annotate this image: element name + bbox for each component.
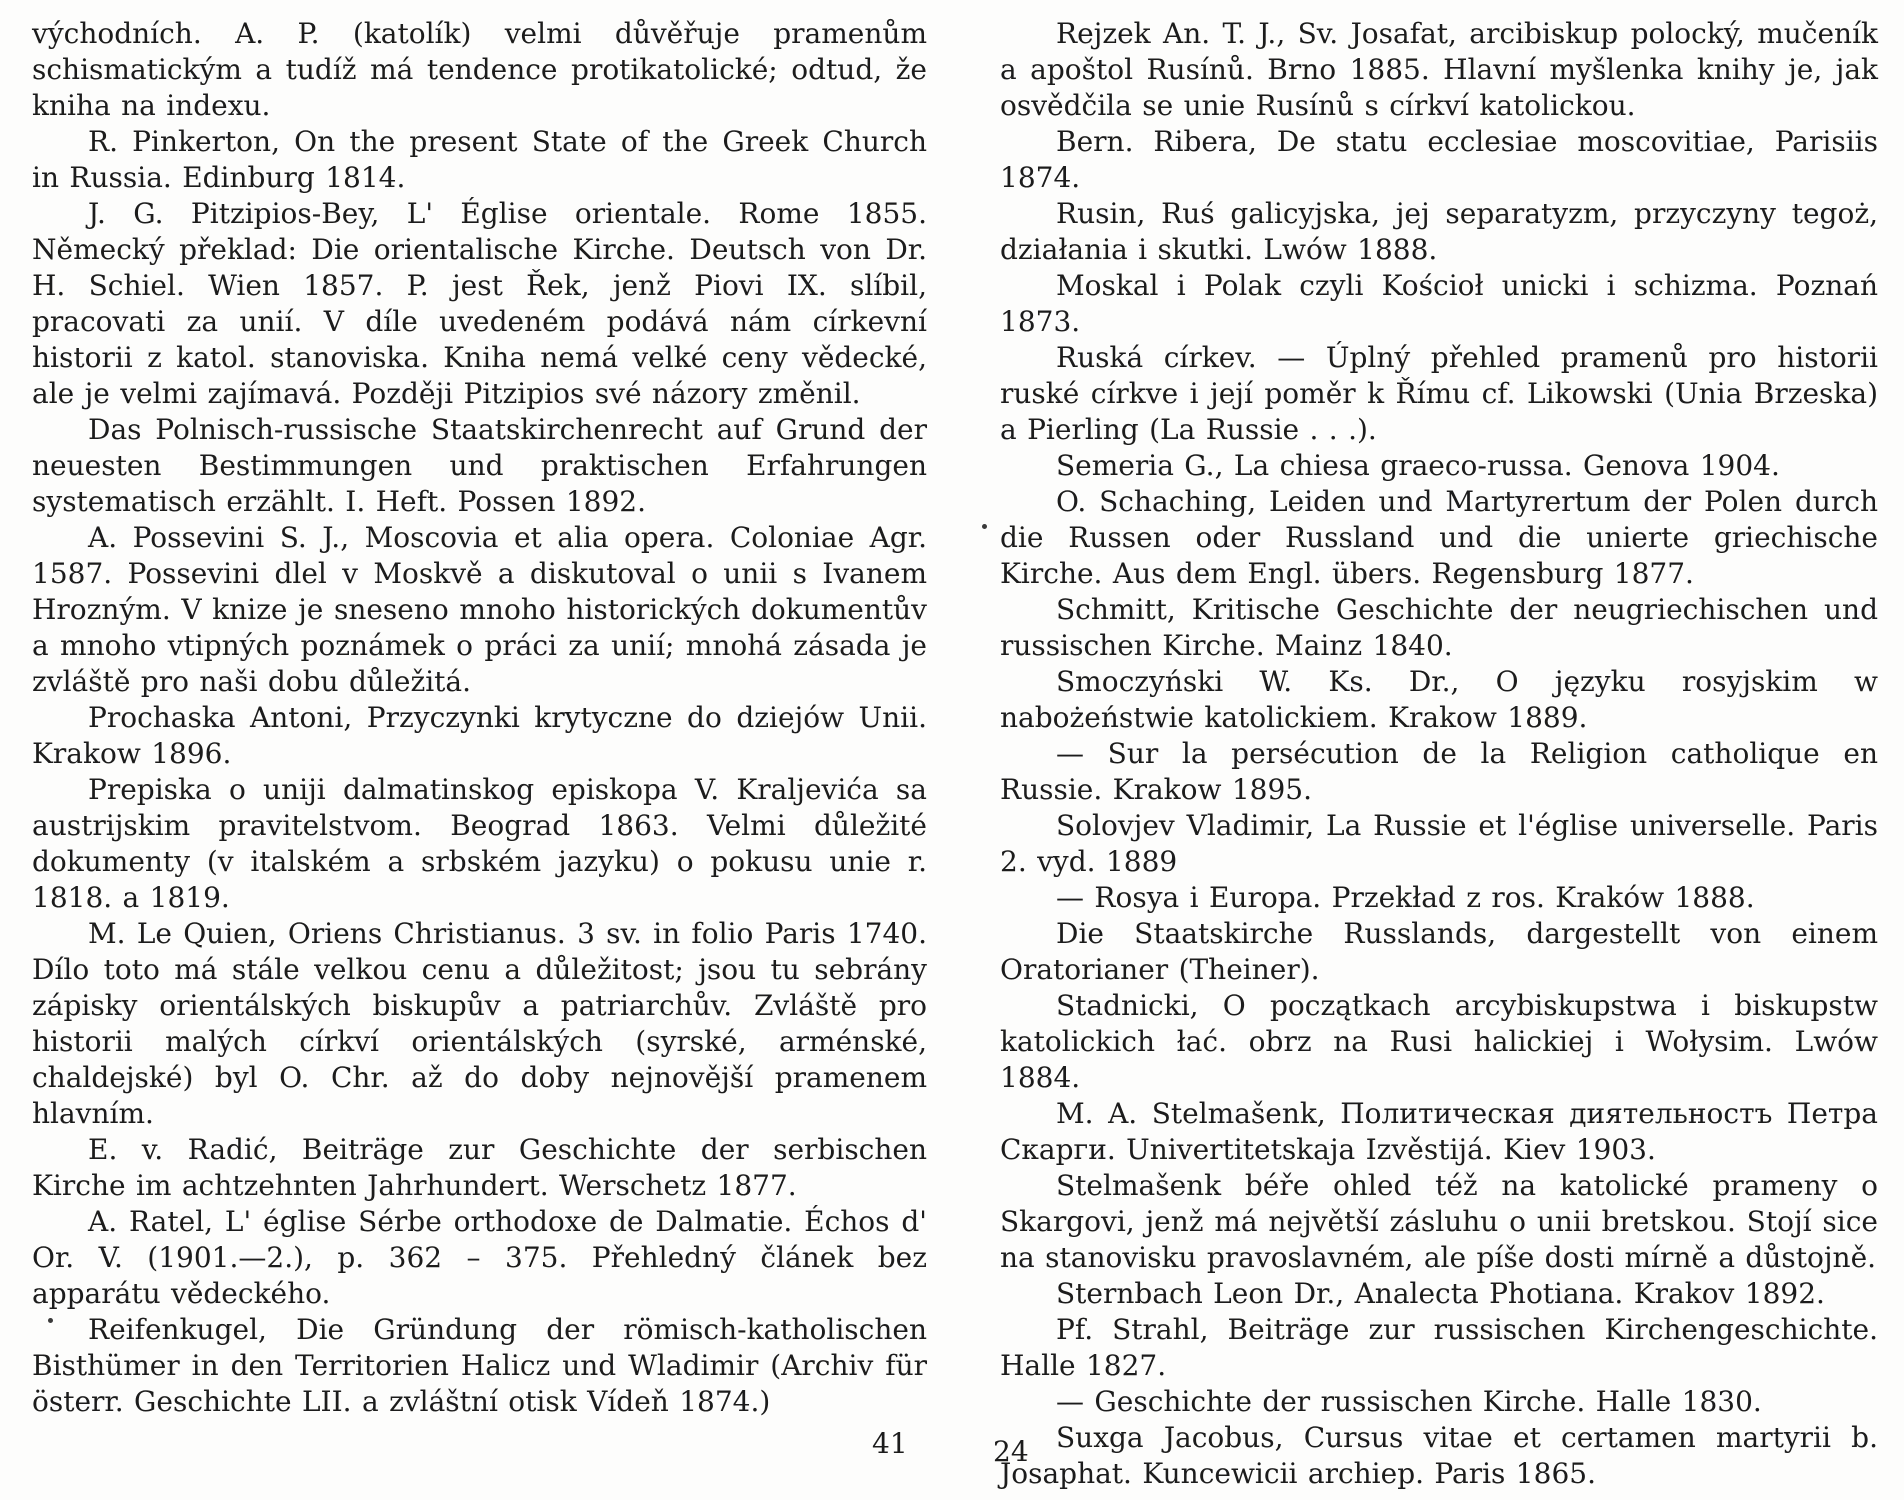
bibliography-entry: Ruská církev. — Úplný přehled pramenů pro historii ruské církve i její poměr k Římu cf. Likowski (Unia Brzeska) a Pierling (La Russie . . .). [1000, 341, 1878, 446]
bibliography-entry: A. Ratel, L' église Sérbe orthodoxe de Dalmatie. Échos d' Or. V. (1901.—2.), p. 362 – 375. Přehledný článek bez apparátu vědeckého. [32, 1205, 927, 1310]
bibliography-entry: Stelmašenk béře ohled též na katolické prameny o Skargovi, jenž má největší zásluhu o unii bretskou. Stojí sice na stanovisku pravoslavném, ale píše dosti mírně a důstojně. [1000, 1169, 1878, 1274]
bibliography-entry: — Sur la persécution de la Religion catholique en Russie. Krakow 1895. [1000, 737, 1878, 806]
bibliography-entry: Die Staatskirche Russlands, dargestellt von einem Oratorianer (Theiner). [1000, 917, 1878, 986]
scan-speck [982, 524, 987, 529]
bibliography-entry: — Geschichte der russischen Kirche. Halle 1830. [1056, 1385, 1762, 1418]
bibliography-entry: O. Schaching, Leiden und Martyrertum der Polen durch die Russen oder Russland und die unierte griechische Kirche. Aus dem Engl. übers. Regensburg 1877. [1000, 485, 1878, 590]
bibliography-entry: Rusin, Ruś galicyjska, jej separatyzm, przyczyny tegoż, działania i skutki. Lwów 1888. [1000, 197, 1878, 266]
bibliography-entry: Moskal i Polak czyli Kościoł unicki i schizma. Poznań 1873. [1000, 269, 1878, 338]
bibliography-entry: Pf. Strahl, Beiträge zur russischen Kirchengeschichte. Halle 1827. [1000, 1313, 1878, 1382]
scan-speck [48, 1318, 53, 1323]
bibliography-entry: Semeria G., La chiesa graeco-russa. Genova 1904. [1056, 449, 1780, 482]
bibliography-entry: Sternbach Leon Dr., Analecta Photiana. Krakov 1892. [1056, 1277, 1825, 1310]
bibliography-entry: Rejzek An. T. J., Sv. Josafat, arcibiskup polocký, mučeník a apoštol Rusínů. Brno 1885. Hlavní myšlenka knihy je, jak osvědčila se unie Rusínů s církví katolickou. [1000, 17, 1878, 122]
bibliography-entry: Schmitt, Kritische Geschichte der neugriechischen und russischen Kirche. Mainz 1840. [1000, 593, 1878, 662]
bibliography-entry: M. A. Stelmašenk, Политическая диятельностъ Петра Скарги. Univertitetskaja Izvěstijá. Kiev 1903. [1000, 1097, 1878, 1166]
right-page-column [1000, 16, 1878, 1492]
bibliography-entry: A. Possevini S. J., Moscovia et alia opera. Coloniae Agr. 1587. Possevini dlel v Moskvě a diskutoval o unii s Ivanem Hrozným. V knize je sneseno mnoho historických dokumentův a mnoho vtipných poznámek o práci za unií; mnohá zásada je zvláště pro naši dobu důležitá. [32, 521, 927, 698]
bibliography-entry: Bern. Ribera, De statu ecclesiae moscovitiae, Parisiis 1874. [1000, 125, 1878, 194]
bibliography-entry: Das Polnisch-russische Staatskirchenrecht auf Grund der neuesten Bestimmungen und praktischen Erfahrungen systematisch erzählt. I. Heft. Possen 1892. [32, 413, 927, 518]
bibliography-entry: E. v. Radić, Beiträge zur Geschichte der serbischen Kirche im achtzehnten Jahrhundert. Werschetz 1877. [32, 1133, 927, 1202]
bibliography-entry: R. Pinkerton, On the present State of the Greek Church in Russia. Edinburg 1814. [32, 125, 927, 194]
bibliography-entry: Prepiska o uniji dalmatinskog episkopa V. Kraljevića sa austrijskim pravitelstvom. Beograd 1863. Velmi důležité dokumenty (v italském a srbském jazyku) o pokusu unie r. 1818. a 1819. [32, 773, 927, 914]
bibliography-entry: M. Le Quien, Oriens Christianus. 3 sv. in folio Paris 1740. Dílo toto má stále velkou cenu a důležitost; jsou tu sebrány zápisky orientálských biskupův a patriarchův. Zvláště pro historii malých církví orientálských (syrské, arménské, chaldejské) byl O. Chr. až do doby nejnovější pramenem hlavním. [32, 917, 927, 1130]
bibliography-entry: Smoczyński W. Ks. Dr., O języku rosyjskim w nabożeństwie katolickiem. Krakow 1889. [1000, 665, 1878, 734]
bibliography-entry: Solovjev Vladimir, La Russie et l'église universelle. Paris 2. vyd. 1889 [1000, 809, 1878, 878]
bibliography-entry: Suxga Jacobus, Cursus vitae et certamen martyrii b. Josaphat. Kuncewicii archiep. Paris 1865. [1000, 1421, 1878, 1490]
bibliography-entry: Prochaska Antoni, Przyczynki krytyczne do dziejów Unii. Krakow 1896. [32, 701, 927, 770]
bibliography-entry: Reifenkugel, Die Gründung der römisch-katholischen Bisthümer in den Territorien Halicz und Wladimir (Archiv für österr. Geschichte LII. a zvláštní otisk Vídeň 1874.) [32, 1313, 927, 1418]
bibliography-entry: východních. A. P. (katolík) velmi důvěřuje pramenům schismatickým a tudíž má tendence protikatolické; odtud, že kniha na indexu. [32, 17, 927, 122]
bibliography-entry: — Rosya i Europa. Przekład z ros. Kraków 1888. [1056, 881, 1755, 914]
right-page-number: 24 [993, 1435, 1029, 1468]
bibliography-entry: Stadnicki, O początkach arcybiskupstwa i biskupstw katolickich łać. obrz na Rusi halickiej i Wołysim. Lwów 1884. [1000, 989, 1878, 1094]
left-page-column [32, 16, 927, 1420]
bibliography-entry: J. G. Pitzipios-Bey, L' Église orientale. Rome 1855. Německý překlad: Die orientalische Kirche. Deutsch von Dr. H. Schiel. Wien 1857. P. jest Řek, jenž Piovi IX. slíbil, pracovati za unií. V díle uvedeném podává nám církevní historii z katol. stanoviska. Kniha nemá velké ceny vědecké, ale je velmi zajímavá. Později Pitzipios své názory změnil. [32, 197, 927, 410]
left-page-number: 41 [872, 1427, 908, 1460]
